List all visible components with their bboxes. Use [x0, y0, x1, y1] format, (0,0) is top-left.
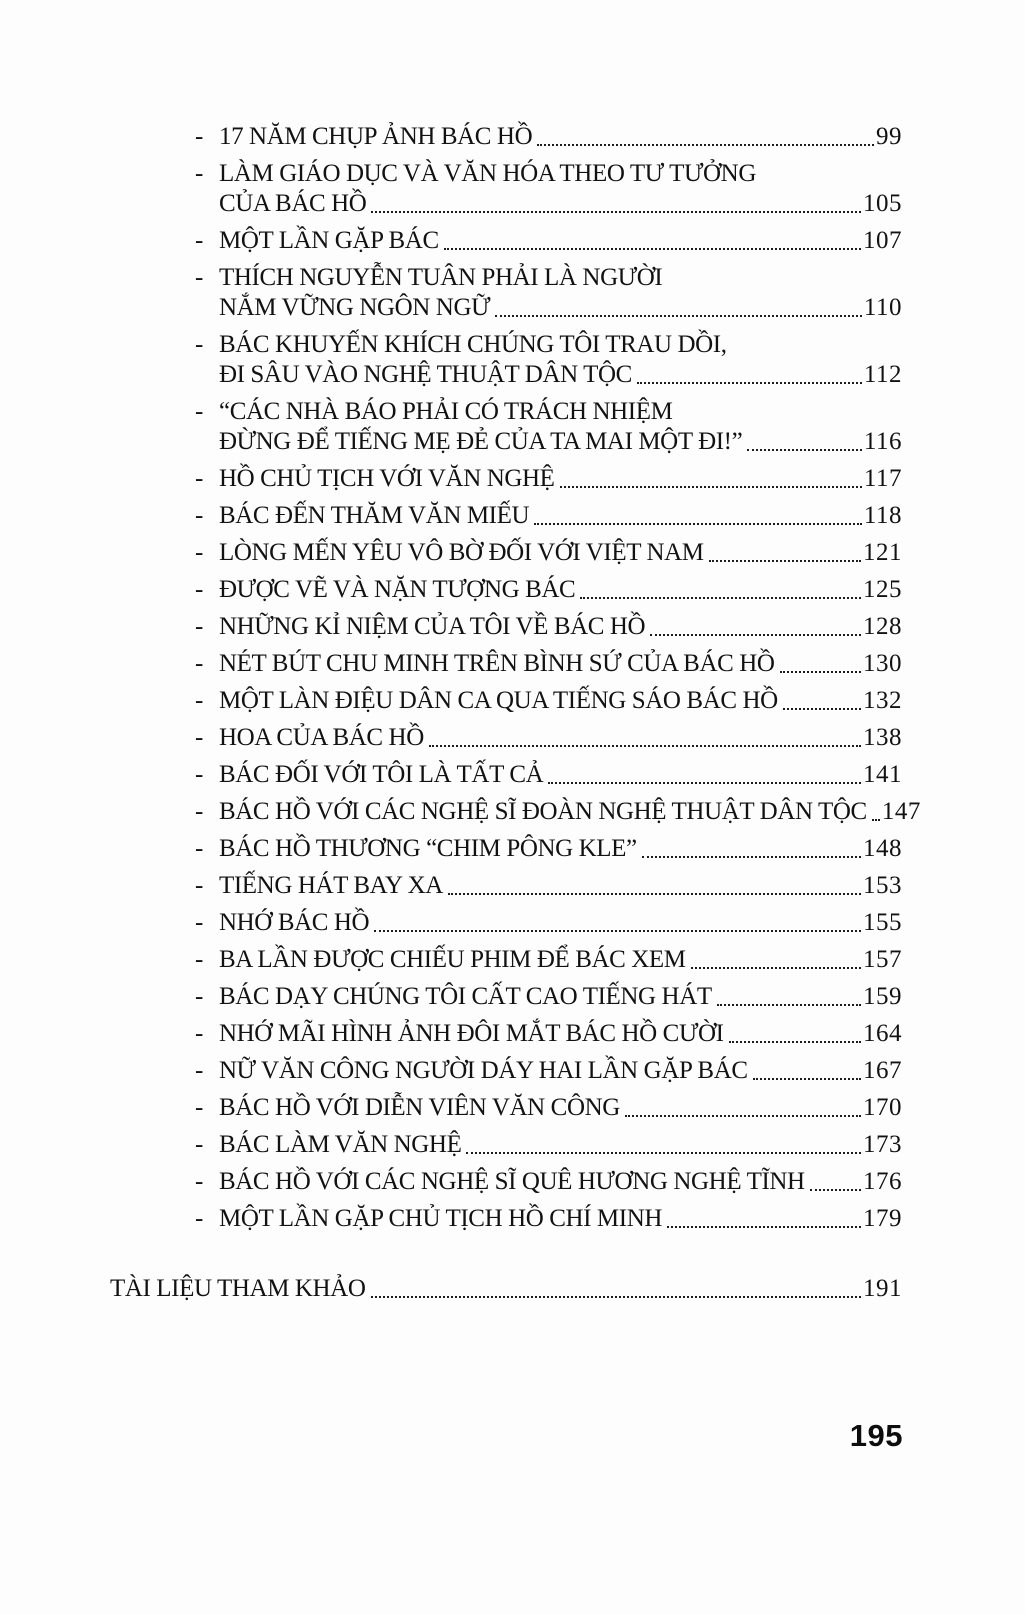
toc-entry-line	[219, 797, 921, 827]
toc-entry-line	[219, 1056, 902, 1086]
toc-entry-body	[219, 397, 902, 457]
toc-list	[195, 122, 921, 1234]
dash-bullet: -	[195, 835, 203, 862]
dot-leader	[534, 522, 862, 525]
toc-entry-page: 105	[863, 190, 902, 217]
toc-entry-title: BÁC ĐẾN THĂM VĂN MIẾU	[219, 502, 530, 529]
toc-entry-page: 141	[863, 761, 902, 788]
dash-bullet: -	[195, 1131, 203, 1158]
toc-entry-line	[219, 982, 902, 1012]
toc-entry-line	[219, 686, 902, 716]
dot-leader	[548, 781, 861, 784]
toc-entry	[195, 982, 902, 1012]
toc-entry-title: MỘT LÀN ĐIỆU DÂN CA QUA TIẾNG SÁO BÁC HỒ	[219, 687, 778, 714]
toc-entry-line	[219, 1019, 902, 1049]
toc-entry	[195, 1204, 902, 1234]
toc-entry-title: MỘT LẦN GẶP BÁC	[219, 227, 439, 254]
toc-entry-body	[219, 908, 902, 938]
toc-entry-page: 173	[863, 1131, 902, 1158]
toc-entry-body	[219, 760, 902, 790]
toc-entry-title: NỮ VĂN CÔNG NGƯỜI DÁY HAI LẦN GẶP BÁC	[219, 1057, 748, 1084]
toc-entry-line	[219, 834, 902, 864]
toc-entry-line	[219, 293, 902, 323]
toc-entry-line	[219, 1130, 902, 1160]
toc-entry-title: ĐƯỢC VẼ VÀ NẶN TƯỢNG BÁC	[219, 576, 576, 603]
toc-entry-body	[219, 330, 902, 390]
dot-leader	[729, 1040, 861, 1043]
toc-entry-line	[219, 1204, 902, 1234]
dash-bullet: -	[195, 909, 203, 936]
toc-entry-page: 179	[863, 1205, 902, 1232]
toc-entry-title: BÁC LÀM VĂN NGHỆ	[219, 1131, 462, 1158]
dash-bullet: -	[195, 1057, 203, 1084]
toc-entry-body	[219, 797, 921, 827]
toc-entry-line	[219, 1167, 902, 1197]
toc-entry-body	[219, 575, 902, 605]
dot-leader	[537, 143, 874, 146]
toc-entry-title: MỘT LẦN GẶP CHỦ TỊCH HỒ CHÍ MINH	[219, 1205, 662, 1232]
toc-entry-title: BÁC HỒ VỚI DIỄN VIÊN VĂN CÔNG	[219, 1094, 620, 1121]
toc-entry-body	[219, 1056, 902, 1086]
toc-reference-entry	[110, 1274, 902, 1304]
toc-entry-body	[219, 122, 902, 152]
toc-entry	[195, 686, 902, 716]
toc-entry-title: NHỚ MÃI HÌNH ẢNH ĐÔI MẮT BÁC HỒ CƯỜI	[219, 1020, 724, 1047]
toc-entry-page: 110	[863, 294, 902, 321]
toc-entry	[195, 1130, 902, 1160]
toc-entry-title: CỦA BÁC HỒ	[219, 190, 367, 217]
toc-entry	[195, 263, 902, 323]
toc-entry-page: 128	[863, 613, 902, 640]
toc-entry	[195, 575, 902, 605]
toc-entry-line	[219, 360, 902, 390]
toc-entry-body	[219, 649, 902, 679]
dot-leader	[580, 596, 861, 599]
dash-bullet: -	[195, 576, 203, 603]
toc-entry-page: 117	[863, 465, 902, 492]
dot-leader	[747, 448, 862, 451]
toc-entry-body	[219, 834, 902, 864]
toc-entry-line	[219, 723, 902, 753]
toc-entry	[195, 1093, 902, 1123]
toc-entry-body	[219, 982, 902, 1012]
toc-reference-page: 191	[863, 1275, 902, 1302]
toc-entry-body	[219, 263, 902, 323]
toc-entry-line: LÀM GIÁO DỤC VÀ VĂN HÓA THEO TƯ TƯỞNG	[219, 160, 756, 187]
toc-entry	[195, 464, 902, 494]
dash-bullet: -	[195, 398, 203, 425]
dash-bullet: -	[195, 539, 203, 566]
toc-entry-body	[219, 723, 902, 753]
dash-bullet: -	[195, 1168, 203, 1195]
toc-entry-page: 157	[863, 946, 902, 973]
toc-entry-line	[219, 649, 902, 679]
dash-bullet: -	[195, 798, 203, 825]
toc-entry-body	[219, 1204, 902, 1234]
toc-entry-line	[219, 427, 902, 457]
toc-entry-line	[219, 1093, 902, 1123]
dot-leader	[429, 744, 861, 747]
dot-leader	[667, 1225, 861, 1228]
toc-entry-page: 167	[863, 1057, 902, 1084]
dash-bullet: -	[195, 983, 203, 1010]
toc-entry-title: HỒ CHỦ TỊCH VỚI VĂN NGHỆ	[219, 465, 555, 492]
toc-entry-body	[219, 501, 902, 531]
toc-entry-title: LÒNG MẾN YÊU VÔ BỜ ĐỐI VỚI VIỆT NAM	[219, 539, 704, 566]
dot-leader	[560, 485, 862, 488]
toc-entry-line: THÍCH NGUYỄN TUÂN PHẢI LÀ NGƯỜI	[219, 264, 663, 291]
dash-bullet: -	[195, 1094, 203, 1121]
dash-bullet: -	[195, 502, 203, 529]
toc-entry-line	[219, 945, 902, 975]
toc-entry-page: 132	[863, 687, 902, 714]
dot-leader	[783, 707, 861, 710]
dash-bullet: -	[195, 724, 203, 751]
toc-entry-title: BÁC HỒ VỚI CÁC NGHỆ SĨ QUÊ HƯƠNG NGHỆ TĨNH	[219, 1168, 805, 1195]
toc-entry-line	[219, 189, 902, 219]
toc-entry	[195, 501, 902, 531]
toc-entry-body	[219, 1130, 902, 1160]
toc-entry-body	[219, 1019, 902, 1049]
toc-entry-title: ĐI SÂU VÀO NGHỆ THUẬT DÂN TỘC	[219, 361, 632, 388]
toc-entry-line	[219, 612, 902, 642]
toc-entry	[195, 797, 921, 827]
toc-entry-line	[219, 122, 902, 152]
dot-leader	[872, 818, 880, 821]
toc-entry-title: TIẾNG HÁT BAY XA	[219, 872, 443, 899]
toc-entry	[195, 330, 902, 390]
dot-leader	[650, 633, 861, 636]
dash-bullet: -	[195, 613, 203, 640]
toc-entry	[195, 122, 902, 152]
dash-bullet: -	[195, 946, 203, 973]
toc-entry	[195, 649, 902, 679]
dot-leader	[495, 314, 862, 317]
dash-bullet: -	[195, 160, 203, 187]
dot-leader	[625, 1114, 861, 1117]
toc-entry-page: 159	[863, 983, 902, 1010]
dot-leader	[780, 670, 861, 673]
toc-entry-body	[219, 538, 902, 568]
dot-leader	[691, 966, 861, 969]
dot-leader	[753, 1077, 861, 1080]
toc-entry-page: 121	[863, 539, 902, 566]
toc-entry-body	[219, 686, 902, 716]
toc-entry-page: 99	[876, 123, 902, 150]
toc-entry	[195, 1167, 902, 1197]
dash-bullet: -	[195, 227, 203, 254]
toc-entry-page: 164	[863, 1020, 902, 1047]
dot-leader	[374, 929, 861, 932]
dash-bullet: -	[195, 761, 203, 788]
toc-reference-title: TÀI LIỆU THAM KHẢO	[110, 1275, 366, 1302]
toc-entry-line: “CÁC NHÀ BÁO PHẢI CÓ TRÁCH NHIỆM	[219, 398, 673, 425]
toc-entry-title: BÁC HỒ THƯƠNG “CHIM PÔNG KLE”	[219, 835, 637, 862]
toc-entry	[195, 871, 902, 901]
toc-entry-page: 176	[863, 1168, 902, 1195]
toc-entry-title: NHỚ BÁC HỒ	[219, 909, 370, 936]
toc-entry-page: 118	[863, 502, 902, 529]
toc-entry-body	[219, 1167, 902, 1197]
toc-entry-title: NHỮNG KỈ NIỆM CỦA TÔI VỀ BÁC HỒ	[219, 613, 646, 640]
toc-entry-title: BA LẦN ĐƯỢC CHIẾU PHIM ĐỂ BÁC XEM	[219, 946, 686, 973]
dot-leader	[448, 892, 861, 895]
toc-entry-body	[219, 159, 902, 219]
toc-entry	[195, 538, 902, 568]
toc-entry-page: 155	[863, 909, 902, 936]
toc-entry	[195, 760, 902, 790]
toc-entry-page: 112	[863, 361, 902, 388]
toc-entry-line	[219, 760, 902, 790]
toc-entry-page: 153	[863, 872, 902, 899]
toc-entry-title: BÁC HỒ VỚI CÁC NGHỆ SĨ ĐOÀN NGHỆ THUẬT DÂN TỘC	[219, 798, 867, 825]
toc-entry-page: 125	[863, 576, 902, 603]
toc-entry-line	[219, 575, 902, 605]
toc-entry-line: BÁC KHUYẾN KHÍCH CHÚNG TÔI TRAU DỒI,	[219, 331, 727, 358]
dash-bullet: -	[195, 264, 203, 291]
toc-entry-title: BÁC DẠY CHÚNG TÔI CẤT CAO TIẾNG HÁT	[219, 983, 712, 1010]
dash-bullet: -	[195, 465, 203, 492]
dash-bullet: -	[195, 123, 203, 150]
toc-entry-page: 130	[863, 650, 902, 677]
toc-entry	[195, 159, 902, 219]
toc-entry-page: 138	[863, 724, 902, 751]
toc-entry-page: 148	[863, 835, 902, 862]
toc-entry-title: NẮM VỮNG NGÔN NGỮ	[219, 294, 491, 321]
toc-entry-line	[219, 538, 902, 568]
toc-entry-body	[219, 464, 902, 494]
toc-entry-title: ĐỪNG ĐỂ TIẾNG MẸ ĐẺ CỦA TA MAI MỘT ĐI!”	[219, 428, 743, 455]
dash-bullet: -	[195, 872, 203, 899]
toc-entry-title: HOA CỦA BÁC HỒ	[219, 724, 424, 751]
dot-leader	[371, 1295, 862, 1298]
toc-entry	[195, 945, 902, 975]
toc-entry-line	[219, 501, 902, 531]
toc-entry-body	[219, 612, 902, 642]
toc-entry	[195, 612, 902, 642]
dash-bullet: -	[195, 650, 203, 677]
dot-leader	[709, 559, 861, 562]
toc-entry-body	[219, 871, 902, 901]
toc-entry	[195, 1019, 902, 1049]
dot-leader	[637, 381, 862, 384]
toc-entry	[195, 834, 902, 864]
toc-entry-page: 170	[863, 1094, 902, 1121]
dash-bullet: -	[195, 1205, 203, 1232]
toc-entry-title: 17 NĂM CHỤP ẢNH BÁC HỒ	[219, 123, 533, 150]
toc-entry-line	[219, 908, 902, 938]
toc-entry-title: BÁC ĐỐI VỚI TÔI LÀ TẤT CẢ	[219, 761, 544, 788]
dot-leader	[444, 247, 861, 250]
toc-entry-line	[219, 226, 902, 256]
toc-entry	[195, 723, 902, 753]
dash-bullet: -	[195, 1020, 203, 1047]
toc-entry-page: 147	[881, 798, 921, 825]
toc-entry-title: NÉT BÚT CHU MINH TRÊN BÌNH SỨ CỦA BÁC HỒ	[219, 650, 775, 677]
dot-leader	[717, 1003, 861, 1006]
toc-entry-body	[219, 226, 902, 256]
dot-leader	[642, 855, 861, 858]
dot-leader	[466, 1151, 861, 1154]
toc-entry-body	[219, 945, 902, 975]
toc-entry	[195, 397, 902, 457]
toc-entry	[195, 908, 902, 938]
toc-entry-page: 116	[863, 428, 902, 455]
toc-entry-line	[110, 1274, 902, 1304]
dot-leader	[810, 1188, 861, 1191]
page-number: 195	[849, 1418, 903, 1453]
toc-entry-line	[219, 871, 902, 901]
toc-entry	[195, 1056, 902, 1086]
dot-leader	[371, 210, 861, 213]
toc-entry-body	[219, 1093, 902, 1123]
dash-bullet: -	[195, 331, 203, 358]
dash-bullet: -	[195, 687, 203, 714]
toc-entry-page: 107	[863, 227, 902, 254]
toc-entry	[195, 226, 902, 256]
toc-entry-line	[219, 464, 902, 494]
